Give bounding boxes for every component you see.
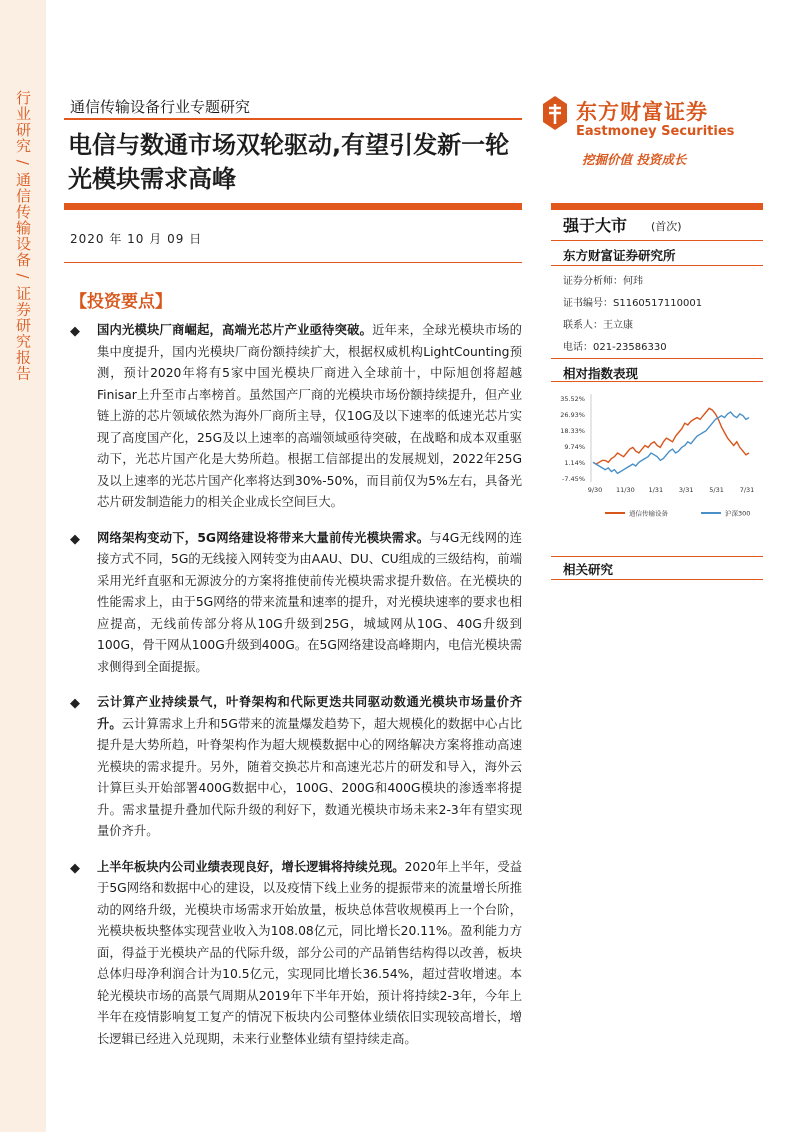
y-tick-label: 35.52% bbox=[560, 395, 585, 403]
bullet-text: 与4G无线网的连接方式不同，5G的无线接入网转变为由AAU、DU、CU组成的三级结构，前端采用光纤直驱和无源波分的方案将推使前传光模块需求提升数倍。在光模块的性能需求上，由于5G网络的带来流量和速率的提升，对光模块速率的要求也相应提高，无线前传部分将从10G升级到25G，城域网从10G、40G升级到100G，骨干网从100G升级到400G。在5G网络建设高峰期内，电信光模块需求侧得到全面提振。 bbox=[97, 530, 522, 674]
x-tick-label: 1/31 bbox=[648, 486, 664, 494]
institute-divider bbox=[551, 240, 763, 241]
contact-name: 联系人：王立康 bbox=[563, 320, 633, 331]
bullet-item bbox=[70, 320, 522, 514]
rating-divider bbox=[551, 203, 763, 210]
date-divider bbox=[64, 262, 522, 263]
y-tick-label: 26.93% bbox=[560, 411, 585, 419]
brand-logo bbox=[540, 94, 760, 144]
bullet-lead: 国内光模块厂商崛起，高端光芯片产业亟待突破。 bbox=[97, 323, 373, 337]
institute-divider-bottom bbox=[551, 265, 763, 266]
bullet-text: 2020年上半年，受益于5G网络和数据中心的建设，以及疫情下线上业务的提振带来的流量增长所推动的网络升级，光模块市场需求开始放量，板块总体营收规模再上一个台阶，光模块板块整体实现营业收入为108.08亿元，同比增长20.11%。盈利能力方面，得益于光模块产品的代际升级，部分公司的产品销售结构得以改善，板块总体归母净利润合计为10.5亿元，实现同比增长36.54%，超过营收增速。本轮光模块市场的高景气周期从2019年下半年开始，预计将持续2-3年，今年上半年在疫情影响复工复产的情况下板块内公司整体业绩依旧实现较高增长，增长逻辑已经进入兑现期，未来行业整体业绩有望持续走高。 bbox=[97, 859, 522, 1046]
institute-name: 东方财富证券研究所 bbox=[563, 248, 676, 263]
report-type: 通信传输设备行业专题研究 bbox=[70, 98, 251, 116]
y-tick-label: 1.14% bbox=[564, 459, 585, 467]
x-tick-label: 3/31 bbox=[678, 486, 694, 494]
report-date: 2020 年 10 月 09 日 bbox=[70, 232, 203, 246]
diamond-icon: ◆ bbox=[70, 696, 80, 711]
section-title: 【投资要点】 bbox=[70, 292, 172, 312]
brand-slogan: 挖掘价值 投资成长 bbox=[582, 152, 687, 167]
related-divider-bottom bbox=[551, 579, 763, 580]
y-tick-label: 9.74% bbox=[564, 443, 585, 451]
bullet-lead: 网络架构变动下，5G网络建设将带来大量前传光模块需求。 bbox=[97, 530, 430, 545]
bullet-lead: 上半年板块内公司业绩表现良好，增长逻辑将持续兑现。 bbox=[97, 859, 405, 874]
relative-performance-chart bbox=[551, 386, 763, 526]
diamond-icon: ◆ bbox=[70, 860, 80, 876]
x-tick-label: 9/30 bbox=[587, 486, 603, 494]
bullet-item bbox=[70, 528, 522, 679]
page-title: 电信与数通市场双轮驱动,有望引发新一轮光模块需求高峰 bbox=[68, 131, 510, 193]
perf-title: 相对指数表现 bbox=[563, 366, 639, 381]
rating-label: 强于大市 bbox=[563, 216, 628, 235]
perf-divider-bottom bbox=[551, 381, 763, 382]
rating-note: (首次) bbox=[651, 220, 682, 233]
bullet-text: 云计算需求上升和5G带来的流量爆发趋势下，超大规模化的数据中心占比提升是大势所趋，叶脊架构作为超大规模数据中心的网络解决方案将推动高速光模块的需求提升。另外，随着交换芯片和高速光芯片的研发和导入，海外云计算巨头开始部署400G数据中心，100G、200G和400G模块的渗透率将提升。需求量提升叠加代际升级的利好下，数通光模块市场未来2-3年有望实现量价齐升。 bbox=[97, 716, 522, 838]
diamond-icon: ◆ bbox=[70, 531, 80, 547]
brand-name-cn: 东方财富证券 bbox=[576, 100, 708, 124]
x-tick-label: 7/31 bbox=[739, 486, 755, 494]
phone-number: 电话：021-23586330 bbox=[563, 342, 667, 353]
y-tick-label: 18.33% bbox=[560, 427, 585, 435]
analyst-name: 证券分析师：何玮 bbox=[563, 276, 643, 287]
legend-label: 沪深300 bbox=[725, 509, 751, 518]
bullet-item bbox=[70, 692, 522, 843]
side-strip bbox=[0, 0, 46, 1132]
bullet-text: 近年来，全球光模块市场的集中度提升，国内光模块厂商份额持续扩大，根据权威机构LightCounting预测，预计2020年将有5家中国光模块厂商进入全球前十，中际旭创将超越Finisar上升至市占率榜首。虽然国产厂商的光模块市场份额持续提升，但产业链上游的芯片领域依然为海外厂商所主导，仅10G及以下速率的低速光芯片实现了高度国产化，25G及以上速率的高端领域亟待突破，在战略和成本双重驱动下，光芯片国产化是大势所趋。根据工信部提出的发展规划，2022年25G及以上速率的光芯片国产化率将达到30%-50%，而目前仅为5%左右，具备光芯片研发制造能力的相关企业成长空间巨大。 bbox=[97, 323, 522, 509]
sidebar-category-text: 行业研究 / 通信传输设备 / 证券研究报告 bbox=[14, 90, 32, 382]
y-tick-label: -7.45% bbox=[562, 475, 585, 483]
brand-name-en: Eastmoney Securities bbox=[576, 124, 735, 139]
series-line-index bbox=[593, 412, 749, 473]
bullet-lead: 云计算产业持续景气，叶脊架构和代际更迭共同驱动数通光模块市场量价齐升。 bbox=[97, 695, 522, 731]
x-tick-label: 5/31 bbox=[709, 486, 724, 494]
legend-label: 通信传输设备 bbox=[629, 509, 668, 518]
bullet-item bbox=[70, 857, 522, 1051]
related-title: 相关研究 bbox=[563, 562, 614, 577]
perf-divider bbox=[551, 358, 763, 359]
investment-points bbox=[70, 320, 522, 1064]
logo-mark-icon bbox=[540, 94, 570, 132]
related-divider bbox=[551, 556, 763, 557]
diamond-icon: ◆ bbox=[70, 324, 80, 339]
license-number: 证书编号：S1160517110001 bbox=[563, 298, 703, 309]
top-divider bbox=[64, 118, 522, 120]
x-tick-label: 11/30 bbox=[616, 486, 635, 494]
title-divider bbox=[64, 203, 522, 210]
